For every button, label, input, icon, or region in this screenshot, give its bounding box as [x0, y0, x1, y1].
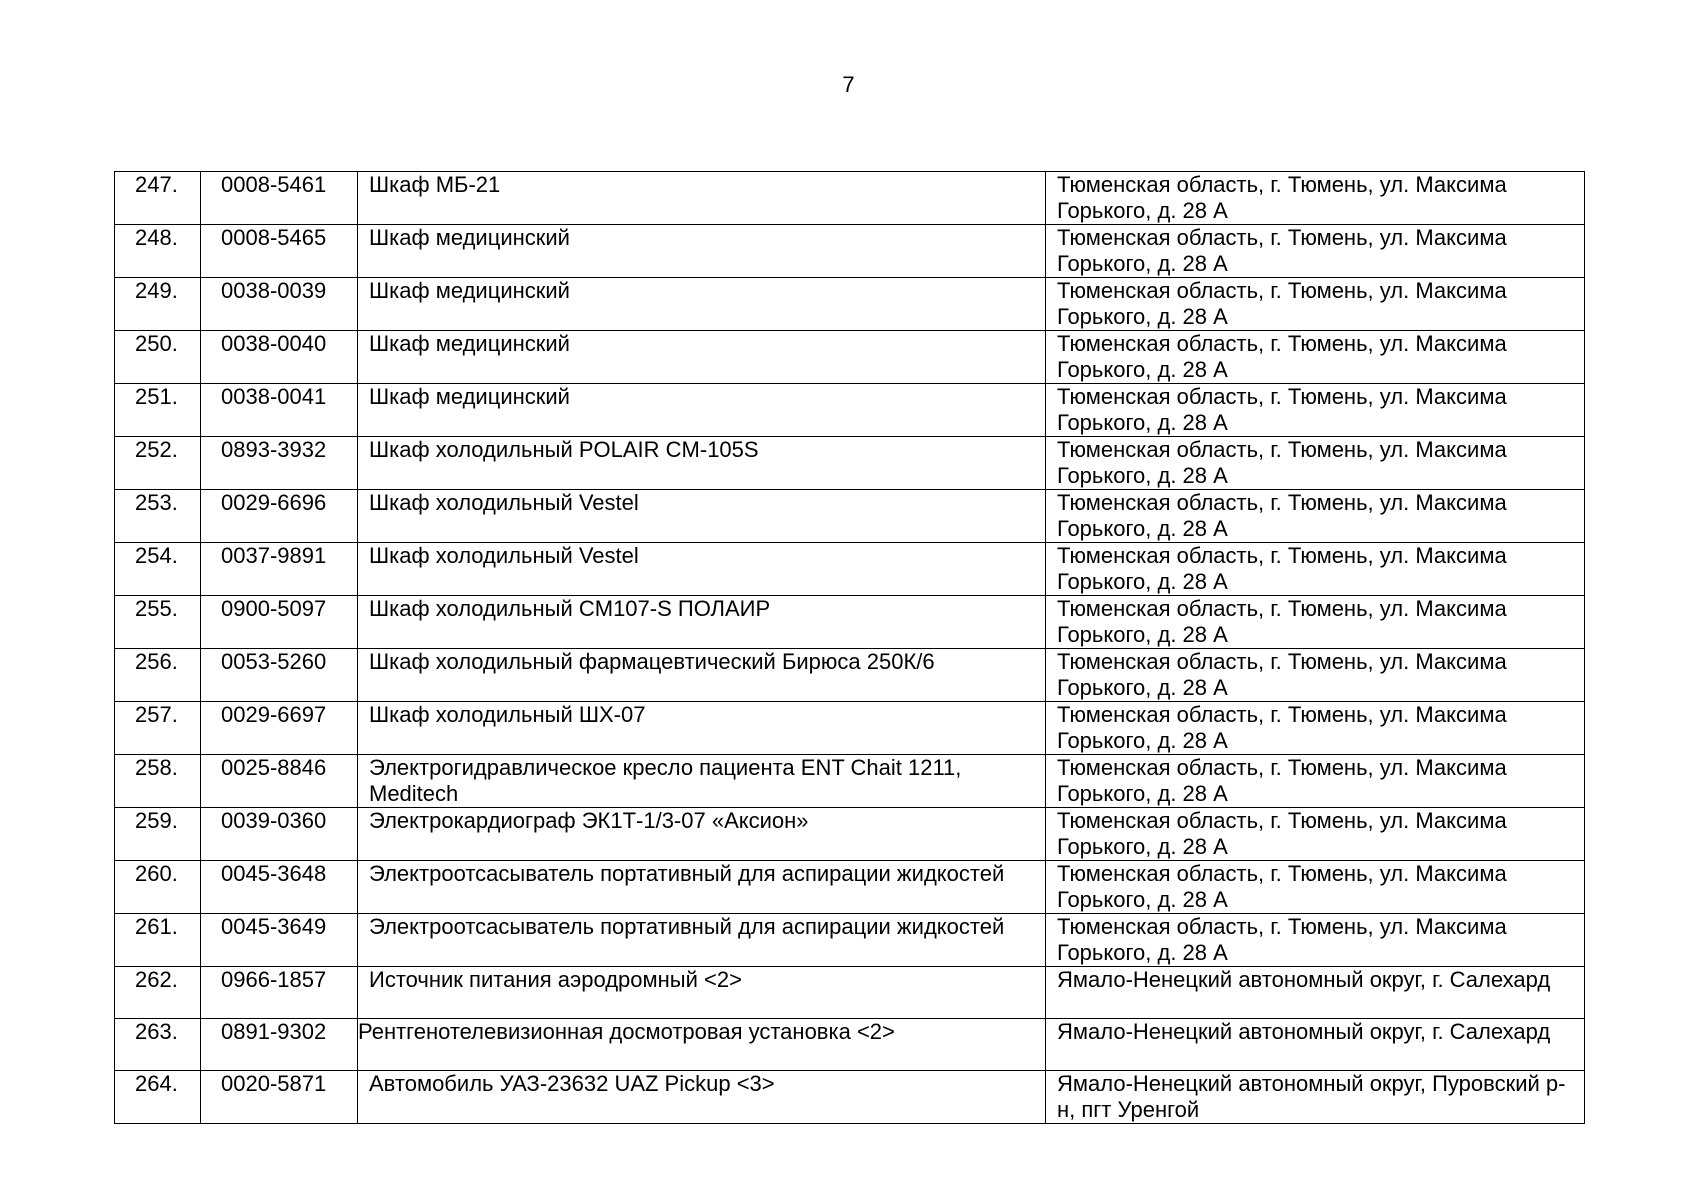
item-name-cell	[358, 490, 1046, 543]
row-number-text: 258.	[135, 755, 178, 780]
inventory-code-cell	[201, 702, 358, 755]
item-name-text: Автомобиль УАЗ-23632 UAZ Pickup <3>	[369, 1071, 775, 1096]
inventory-code-cell	[201, 861, 358, 914]
row-number-cell	[115, 596, 201, 649]
table-row	[115, 861, 1585, 914]
item-name-cell	[358, 172, 1046, 225]
inventory-code-cell	[201, 1071, 358, 1124]
location-address-text: Тюменская область, г. Тюмень, ул. Максима Горького, д. 28 А	[1057, 278, 1507, 329]
location-address-text: Тюменская область, г. Тюмень, ул. Максима Горького, д. 28 А	[1057, 649, 1507, 700]
inventory-code-cell	[201, 808, 358, 861]
inventory-code-cell	[201, 543, 358, 596]
item-name-text: Шкаф медицинский	[369, 225, 570, 250]
location-address-cell	[1046, 172, 1585, 225]
location-address-text: Тюменская область, г. Тюмень, ул. Максима Горького, д. 28 А	[1057, 808, 1507, 859]
row-number-text: 251.	[135, 384, 178, 409]
item-name-cell	[358, 861, 1046, 914]
location-address-text: Тюменская область, г. Тюмень, ул. Максима Горького, д. 28 А	[1057, 437, 1507, 488]
table-row	[115, 596, 1585, 649]
row-number-cell	[115, 914, 201, 967]
item-name-cell	[358, 596, 1046, 649]
inventory-code-cell	[201, 649, 358, 702]
row-number-text: 247.	[135, 172, 178, 197]
inventory-code-cell	[201, 490, 358, 543]
row-number-text: 259.	[135, 808, 178, 833]
location-address-cell	[1046, 278, 1585, 331]
inventory-code-text: 0008-5461	[221, 172, 327, 197]
item-name-text: Шкаф холодильный Vestel	[369, 490, 639, 515]
item-name-text: Шкаф медицинский	[369, 384, 570, 409]
table-row	[115, 808, 1585, 861]
location-address-cell	[1046, 755, 1585, 808]
row-number-cell	[115, 437, 201, 490]
item-name-text: Шкаф холодильный CM107-S ПОЛАИР	[369, 596, 771, 621]
inventory-code-text: 0045-3649	[221, 914, 327, 939]
inventory-code-text: 0037-9891	[221, 543, 327, 568]
row-number-cell	[115, 543, 201, 596]
inventory-code-cell	[201, 225, 358, 278]
item-name-cell	[358, 1019, 1046, 1071]
row-number-text: 253.	[135, 490, 178, 515]
row-number-cell	[115, 278, 201, 331]
table-row	[115, 172, 1585, 225]
row-number-text: 263.	[135, 1019, 178, 1044]
inventory-code-cell	[201, 914, 358, 967]
inventory-code-cell	[201, 596, 358, 649]
item-name-text: Шкаф холодильный Vestel	[369, 543, 639, 568]
inventory-code-cell	[201, 1019, 358, 1071]
table-row	[115, 490, 1585, 543]
table-row	[115, 384, 1585, 437]
location-address-cell	[1046, 490, 1585, 543]
inventory-code-cell	[201, 278, 358, 331]
inventory-code-cell	[201, 172, 358, 225]
location-address-cell	[1046, 1019, 1585, 1071]
item-name-text: Шкаф холодильный ШХ-07	[369, 702, 646, 727]
location-address-text: Тюменская область, г. Тюмень, ул. Максима Горького, д. 28 А	[1057, 702, 1507, 753]
inventory-code-cell	[201, 967, 358, 1019]
location-address-text: Ямало-Ненецкий автономный округ, Пуровский р-н, пгт Уренгой	[1057, 1071, 1566, 1122]
row-number-text: 254.	[135, 543, 178, 568]
row-number-cell	[115, 225, 201, 278]
location-address-cell	[1046, 225, 1585, 278]
item-name-cell	[358, 543, 1046, 596]
location-address-cell	[1046, 914, 1585, 967]
item-name-text: Шкаф медицинский	[369, 278, 570, 303]
row-number-cell	[115, 490, 201, 543]
row-number-cell	[115, 1019, 201, 1071]
row-number-cell	[115, 384, 201, 437]
item-name-cell	[358, 967, 1046, 1019]
inventory-code-text: 0891-9302	[221, 1019, 327, 1044]
inventory-code-text: 0020-5871	[221, 1071, 327, 1096]
item-name-text: Шкаф холодильный фармацевтический Бирюса 250К/6	[369, 649, 935, 674]
location-address-text: Ямало-Ненецкий автономный округ, г. Салехард	[1057, 967, 1551, 992]
inventory-code-text: 0029-6697	[221, 702, 327, 727]
row-number-text: 261.	[135, 914, 178, 939]
item-name-cell	[358, 808, 1046, 861]
row-number-text: 248.	[135, 225, 178, 250]
inventory-code-text: 0029-6696	[221, 490, 327, 515]
inventory-code-text: 0893-3932	[221, 437, 327, 462]
location-address-cell	[1046, 331, 1585, 384]
inventory-code-text: 0008-5465	[221, 225, 327, 250]
location-address-text: Тюменская область, г. Тюмень, ул. Максима Горького, д. 28 А	[1057, 172, 1507, 223]
inventory-code-text: 0039-0360	[221, 808, 327, 833]
row-number-text: 257.	[135, 702, 178, 727]
row-number-text: 264.	[135, 1071, 178, 1096]
item-name-text: Шкаф МБ-21	[369, 172, 501, 197]
inventory-code-text: 0025-8846	[221, 755, 327, 780]
table-row	[115, 755, 1585, 808]
location-address-cell	[1046, 702, 1585, 755]
page-number: 7	[842, 72, 855, 97]
item-name-text: Электроотсасыватель портативный для аспирации жидкостей	[369, 914, 1005, 939]
table-row	[115, 967, 1585, 1019]
row-number-text: 256.	[135, 649, 178, 674]
item-name-cell	[358, 437, 1046, 490]
item-name-cell	[358, 384, 1046, 437]
row-number-text: 252.	[135, 437, 178, 462]
location-address-text: Ямало-Ненецкий автономный округ, г. Салехард	[1057, 1019, 1551, 1044]
row-number-cell	[115, 649, 201, 702]
location-address-cell	[1046, 596, 1585, 649]
inventory-code-text: 0038-0039	[221, 278, 327, 303]
table-row	[115, 331, 1585, 384]
item-name-cell	[358, 225, 1046, 278]
row-number-cell	[115, 808, 201, 861]
property-table	[114, 171, 1585, 1124]
item-name-cell	[358, 914, 1046, 967]
row-number-cell	[115, 702, 201, 755]
inventory-code-text: 0038-0040	[221, 331, 327, 356]
table-row	[115, 278, 1585, 331]
item-name-cell	[358, 702, 1046, 755]
table-row	[115, 1019, 1585, 1071]
row-number-text: 260.	[135, 861, 178, 886]
item-name-text: Электрогидравлическое кресло пациента ENT Chait 1211, Meditech	[369, 755, 962, 806]
table-row	[115, 1071, 1585, 1124]
inventory-code-text: 0045-3648	[221, 861, 327, 886]
location-address-text: Тюменская область, г. Тюмень, ул. Максима Горького, д. 28 А	[1057, 331, 1507, 382]
location-address-cell	[1046, 384, 1585, 437]
location-address-text: Тюменская область, г. Тюмень, ул. Максима Горького, д. 28 А	[1057, 914, 1507, 965]
item-name-text: Рентгенотелевизионная досмотровая установка <2>	[358, 1019, 895, 1044]
item-name-cell	[358, 755, 1046, 808]
item-name-cell	[358, 1071, 1046, 1124]
item-name-cell	[358, 649, 1046, 702]
location-address-text: Тюменская область, г. Тюмень, ул. Максима Горького, д. 28 А	[1057, 543, 1507, 594]
inventory-code-cell	[201, 437, 358, 490]
location-address-cell	[1046, 543, 1585, 596]
item-name-text: Шкаф холодильный POLAIR CM-105S	[369, 437, 759, 462]
row-number-cell	[115, 331, 201, 384]
inventory-code-cell	[201, 384, 358, 437]
location-address-text: Тюменская область, г. Тюмень, ул. Максима Горького, д. 28 А	[1057, 861, 1507, 912]
inventory-code-text: 0053-5260	[221, 649, 327, 674]
location-address-text: Тюменская область, г. Тюмень, ул. Максима Горького, д. 28 А	[1057, 755, 1507, 806]
inventory-code-text: 0900-5097	[221, 596, 327, 621]
row-number-text: 262.	[135, 967, 178, 992]
row-number-cell	[115, 172, 201, 225]
item-name-text: Источник питания аэродромный <2>	[369, 967, 742, 992]
location-address-text: Тюменская область, г. Тюмень, ул. Максима Горького, д. 28 А	[1057, 384, 1507, 435]
item-name-text: Шкаф медицинский	[369, 331, 570, 356]
table-row	[115, 702, 1585, 755]
property-table-body	[115, 172, 1585, 1124]
inventory-code-cell	[201, 331, 358, 384]
row-number-cell	[115, 1071, 201, 1124]
row-number-cell	[115, 755, 201, 808]
inventory-code-cell	[201, 755, 358, 808]
table-row	[115, 914, 1585, 967]
location-address-cell	[1046, 808, 1585, 861]
item-name-text: Электроотсасыватель портативный для аспирации жидкостей	[369, 861, 1005, 886]
location-address-text: Тюменская область, г. Тюмень, ул. Максима Горького, д. 28 А	[1057, 596, 1507, 647]
table-row	[115, 543, 1585, 596]
row-number-text: 250.	[135, 331, 178, 356]
location-address-cell	[1046, 967, 1585, 1019]
item-name-cell	[358, 278, 1046, 331]
row-number-text: 255.	[135, 596, 178, 621]
row-number-cell	[115, 861, 201, 914]
location-address-text: Тюменская область, г. Тюмень, ул. Максима Горького, д. 28 А	[1057, 490, 1507, 541]
inventory-code-text: 0038-0041	[221, 384, 327, 409]
table-row	[115, 649, 1585, 702]
location-address-cell	[1046, 649, 1585, 702]
location-address-cell	[1046, 861, 1585, 914]
item-name-text: Электрокардиограф ЭК1Т-1/3-07 «Аксион»	[369, 808, 809, 833]
row-number-cell	[115, 967, 201, 1019]
location-address-text: Тюменская область, г. Тюмень, ул. Максима Горького, д. 28 А	[1057, 225, 1507, 276]
table-row	[115, 225, 1585, 278]
table-row	[115, 437, 1585, 490]
item-name-cell	[358, 331, 1046, 384]
inventory-code-text: 0966-1857	[221, 967, 327, 992]
row-number-text: 249.	[135, 278, 178, 303]
location-address-cell	[1046, 1071, 1585, 1124]
location-address-cell	[1046, 437, 1585, 490]
